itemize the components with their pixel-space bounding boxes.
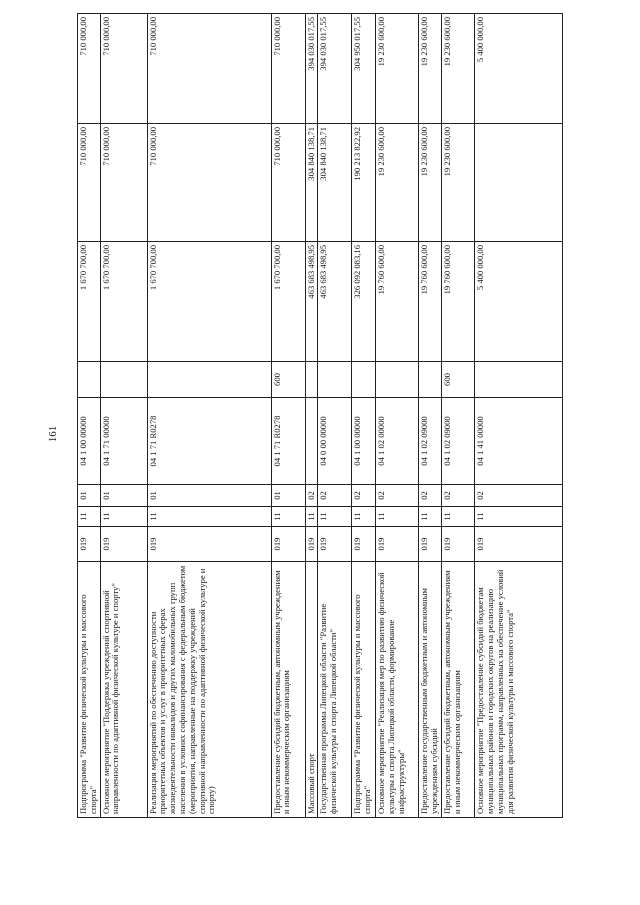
target-article-cell: 04 1 00 00000 xyxy=(78,398,101,485)
table-row xyxy=(318,14,352,818)
ministry-code-cell: 019 xyxy=(419,527,442,562)
target-article-cell: 04 1 71 R0278 xyxy=(147,398,271,485)
section-code-cell: 11 xyxy=(376,507,419,527)
ministry-code-cell: 019 xyxy=(147,527,271,562)
target-article-cell: 04 1 41 00000 xyxy=(475,398,563,485)
row-name-cell: Основное мероприятие "Реализация мер по развитию физической культуры и спорта Липецкой области, формирование инфраструктуры" xyxy=(376,562,419,818)
ministry-code-cell: 019 xyxy=(318,527,352,562)
table-row xyxy=(352,14,376,818)
section-code-cell: 11 xyxy=(419,507,442,527)
row-name-cell: Реализация мероприятий по обеспечению доступности приоритетных объектов и услуг в приоритетных сферах жизнедеятельности инвалидов и других маломобильных групп населения в условиях софинансирования с федеральным бюджетом (мероприятия, направленные на поддержку учреждений спортивной направленности по адаптивной физической культуре и спорту) xyxy=(147,562,271,818)
expense-type-cell: 600 xyxy=(442,362,475,398)
expense-type-cell xyxy=(419,362,442,398)
budget-table xyxy=(77,13,563,818)
table-row xyxy=(419,14,442,818)
row-name-cell: Государственная программа Липецкой области "Развитие физической культуры и спорта Липецкой области" xyxy=(318,562,352,818)
ministry-code-cell: 019 xyxy=(305,527,318,562)
ministry-code-cell: 019 xyxy=(271,527,305,562)
section-code-cell: 11 xyxy=(475,507,563,527)
expense-type-cell xyxy=(376,362,419,398)
amount-year-2-cell: 710 000,00 xyxy=(271,124,305,242)
amount-year-3-cell: 394 030 017,55 xyxy=(305,14,318,124)
amount-year-3-cell: 394 030 017,55 xyxy=(318,14,352,124)
table-row xyxy=(305,14,318,818)
ministry-code-cell: 019 xyxy=(442,527,475,562)
amount-year-3-cell: 5 400 000,00 xyxy=(475,14,563,124)
amount-year-2-cell: 710 000,00 xyxy=(147,124,271,242)
target-article-cell: 04 1 02 09000 xyxy=(442,398,475,485)
row-name-cell: Подпрограмма "Развитие физической культуры и массового спорта" xyxy=(352,562,376,818)
target-article-cell xyxy=(305,398,318,485)
amount-year-2-cell xyxy=(475,124,563,242)
amount-year-1-cell: 463 683 498,95 xyxy=(318,242,352,362)
expense-type-cell xyxy=(100,362,147,398)
amount-year-3-cell: 710 000,00 xyxy=(100,14,147,124)
expense-type-cell xyxy=(352,362,376,398)
section-code-cell: 11 xyxy=(100,507,147,527)
amount-year-3-cell: 710 000,00 xyxy=(78,14,101,124)
amount-year-2-cell: 710 000,00 xyxy=(100,124,147,242)
amount-year-1-cell: 326 092 083,16 xyxy=(352,242,376,362)
row-name-cell: Массовый спорт xyxy=(305,562,318,818)
amount-year-1-cell: 19 760 600,00 xyxy=(419,242,442,362)
table-row xyxy=(442,14,475,818)
amount-year-3-cell: 19 230 600,00 xyxy=(419,14,442,124)
subsection-code-cell: 02 xyxy=(442,485,475,507)
expense-type-cell: 600 xyxy=(271,362,305,398)
amount-year-2-cell: 19 230 600,00 xyxy=(419,124,442,242)
amount-year-3-cell: 19 230 600,00 xyxy=(376,14,419,124)
ministry-code-cell: 019 xyxy=(352,527,376,562)
ministry-code-cell: 019 xyxy=(376,527,419,562)
amount-year-1-cell: 1 670 700,00 xyxy=(78,242,101,362)
row-name-cell: Предоставление субсидий бюджетным, автономным учреждениям и иным некоммерческим организациям xyxy=(442,562,475,818)
budget-table-container xyxy=(77,14,559,818)
subsection-code-cell: 01 xyxy=(147,485,271,507)
ministry-code-cell: 019 xyxy=(100,527,147,562)
amount-year-3-cell: 710 000,00 xyxy=(271,14,305,124)
target-article-cell: 04 0 00 00000 xyxy=(318,398,352,485)
subsection-code-cell: 02 xyxy=(475,485,563,507)
amount-year-2-cell: 19 230 600,00 xyxy=(376,124,419,242)
subsection-code-cell: 02 xyxy=(318,485,352,507)
amount-year-2-cell: 710 000,00 xyxy=(78,124,101,242)
amount-year-1-cell: 1 670 700,00 xyxy=(100,242,147,362)
table-row xyxy=(147,14,271,818)
table-row xyxy=(78,14,101,818)
expense-type-cell xyxy=(147,362,271,398)
subsection-code-cell: 01 xyxy=(271,485,305,507)
target-article-cell: 04 1 71 00000 xyxy=(100,398,147,485)
amount-year-1-cell: 463 683 498,95 xyxy=(305,242,318,362)
ministry-code-cell: 019 xyxy=(475,527,563,562)
row-name-cell: Основное мероприятие "Поддержка учреждений спортивной направленности по адаптивной физической культуре и спорту" xyxy=(100,562,147,818)
subsection-code-cell: 02 xyxy=(305,485,318,507)
budget-table-body xyxy=(78,14,563,818)
row-name-cell: Основное мероприятие "Предоставление субсидий бюджетам муниципальных районов и городских округов на реализацию муниципальных программ, направленных на обеспечение условий для развития физической культуры и массового спорта" xyxy=(475,562,563,818)
subsection-code-cell: 02 xyxy=(376,485,419,507)
amount-year-2-cell: 19 230 600,00 xyxy=(442,124,475,242)
target-article-cell: 04 1 02 00000 xyxy=(376,398,419,485)
amount-year-1-cell: 1 670 700,00 xyxy=(271,242,305,362)
target-article-cell: 04 1 00 00000 xyxy=(352,398,376,485)
row-name-cell: Предоставление государственным бюджетным и автономным учреждениям субсидий xyxy=(419,562,442,818)
section-code-cell: 11 xyxy=(352,507,376,527)
amount-year-2-cell: 304 840 138,71 xyxy=(305,124,318,242)
ministry-code-cell: 019 xyxy=(78,527,101,562)
section-code-cell: 11 xyxy=(305,507,318,527)
page-number: 161 xyxy=(47,425,59,443)
amount-year-1-cell: 1 670 700,00 xyxy=(147,242,271,362)
table-row xyxy=(271,14,305,818)
amount-year-3-cell: 19 230 600,00 xyxy=(442,14,475,124)
target-article-cell: 04 1 71 R0278 xyxy=(271,398,305,485)
table-row xyxy=(475,14,563,818)
expense-type-cell xyxy=(475,362,563,398)
expense-type-cell xyxy=(305,362,318,398)
subsection-code-cell: 02 xyxy=(419,485,442,507)
subsection-code-cell: 02 xyxy=(352,485,376,507)
amount-year-2-cell: 304 840 138,71 xyxy=(318,124,352,242)
amount-year-2-cell: 190 213 822,92 xyxy=(352,124,376,242)
amount-year-1-cell: 19 760 600,00 xyxy=(376,242,419,362)
subsection-code-cell: 01 xyxy=(100,485,147,507)
amount-year-3-cell: 304 950 017,55 xyxy=(352,14,376,124)
subsection-code-cell: 01 xyxy=(78,485,101,507)
row-name-cell: Предоставление субсидий бюджетным, автономным учреждениям и иным некоммерческим организациям xyxy=(271,562,305,818)
target-article-cell: 04 1 02 09000 xyxy=(419,398,442,485)
section-code-cell: 11 xyxy=(147,507,271,527)
row-name-cell: Подпрограмма "Развитие физической культуры и массового спорта" xyxy=(78,562,101,818)
section-code-cell: 11 xyxy=(78,507,101,527)
amount-year-3-cell: 710 000,00 xyxy=(147,14,271,124)
expense-type-cell xyxy=(78,362,101,398)
section-code-cell: 11 xyxy=(271,507,305,527)
amount-year-1-cell: 19 760 600,00 xyxy=(442,242,475,362)
amount-year-1-cell: 5 400 000,00 xyxy=(475,242,563,362)
expense-type-cell xyxy=(318,362,352,398)
table-row xyxy=(376,14,419,818)
section-code-cell: 11 xyxy=(442,507,475,527)
section-code-cell: 11 xyxy=(318,507,352,527)
table-row xyxy=(100,14,147,818)
